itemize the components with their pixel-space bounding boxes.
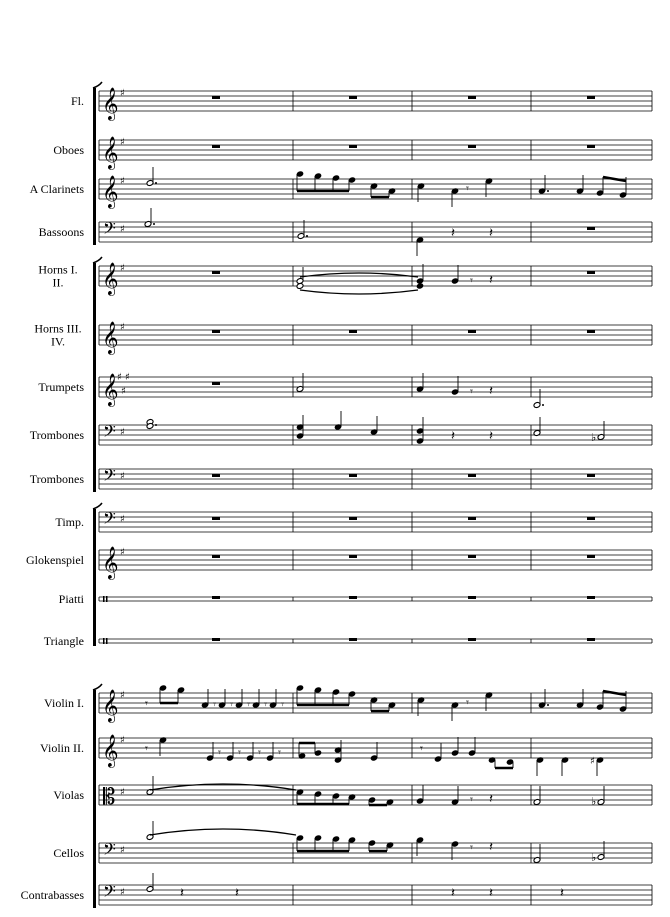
sharp-icon: ♯ bbox=[117, 372, 122, 383]
whole-rest-icon bbox=[212, 382, 220, 385]
sharp-icon: ♯ bbox=[590, 756, 595, 767]
instrument-label bbox=[44, 696, 84, 710]
treble-clef-icon: 𝄞 bbox=[102, 87, 119, 120]
whole-rest-icon bbox=[468, 145, 476, 148]
whole-rest-icon bbox=[212, 555, 220, 558]
eighth-rest-icon: 𝄾 bbox=[247, 698, 250, 711]
whole-rest-icon bbox=[587, 96, 595, 99]
treble-clef-icon: 𝄞 bbox=[102, 734, 119, 767]
eighth-rest-icon: 𝄾 bbox=[238, 746, 241, 759]
whole-rest-icon bbox=[587, 596, 595, 599]
eighth-rest-icon: 𝄾 bbox=[470, 274, 473, 287]
treble-clef-icon: 𝄞 bbox=[102, 373, 119, 406]
instrument-labels bbox=[21, 94, 85, 902]
instrument-label bbox=[39, 225, 85, 239]
sharp-icon: ♯ bbox=[120, 735, 125, 746]
bass-clef-icon: 𝄢 bbox=[103, 508, 116, 532]
whole-rest-icon bbox=[587, 227, 595, 230]
staff-system bbox=[93, 82, 652, 908]
eighth-rest-icon: 𝄾 bbox=[466, 696, 469, 709]
eighth-rest-icon: 𝄾 bbox=[278, 746, 281, 759]
whole-rest-icon bbox=[212, 96, 220, 99]
eighth-rest-icon: 𝄾 bbox=[470, 385, 473, 398]
whole-rest-icon bbox=[212, 271, 220, 274]
staff bbox=[99, 372, 652, 407]
whole-rest-icon bbox=[212, 638, 220, 641]
whole-rest-icon bbox=[587, 145, 595, 148]
whole-rest-icon bbox=[587, 638, 595, 641]
bass-clef-icon: 𝄢 bbox=[103, 881, 116, 905]
dot bbox=[547, 190, 549, 192]
instrument-label-line: Horns III. bbox=[34, 321, 82, 336]
staff bbox=[99, 596, 652, 602]
eighth-rest-icon: 𝄾 bbox=[145, 742, 148, 755]
instrument-label bbox=[40, 741, 84, 755]
eighth-rest-icon: 𝄾 bbox=[258, 746, 261, 759]
notehead bbox=[416, 283, 424, 290]
eighth-rest-icon: 𝄾 bbox=[420, 742, 423, 755]
instrument-label-line: Violin I. bbox=[44, 696, 84, 710]
flat-icon: ♭ bbox=[591, 851, 597, 864]
whole-rest-icon bbox=[349, 596, 357, 599]
flat-icon: ♭ bbox=[591, 431, 597, 444]
instrument-label bbox=[71, 94, 84, 108]
eighth-rest-icon: 𝄾 bbox=[281, 698, 284, 711]
staff bbox=[99, 689, 652, 723]
percussion-clef-icon bbox=[106, 596, 108, 602]
bracket-hook bbox=[93, 257, 102, 263]
notation bbox=[144, 96, 627, 901]
instrument-label-line: Bassoons bbox=[38, 225, 84, 239]
flat-icon: ♭ bbox=[591, 795, 597, 808]
eighth-rest-icon: 𝄾 bbox=[264, 698, 267, 711]
quarter-rest-icon: 𝄽 bbox=[451, 886, 455, 901]
instrument-label-line: Violas bbox=[53, 788, 84, 802]
instrument-label bbox=[59, 592, 85, 606]
instrument-label-line: Fl. bbox=[70, 94, 84, 108]
sharp-icon: ♯ bbox=[120, 224, 125, 235]
quarter-rest-icon: 𝄽 bbox=[451, 429, 455, 444]
quarter-rest-icon: 𝄽 bbox=[489, 886, 493, 901]
slur bbox=[150, 829, 296, 835]
sharp-icon: ♯ bbox=[120, 471, 125, 482]
whole-rest-icon bbox=[468, 330, 476, 333]
instrument-label bbox=[30, 182, 85, 196]
staff bbox=[99, 218, 652, 242]
staff bbox=[99, 175, 652, 209]
whole-rest-icon bbox=[468, 555, 476, 558]
quarter-rest-icon: 𝄽 bbox=[180, 886, 184, 901]
staff bbox=[99, 321, 652, 355]
whole-rest-icon bbox=[468, 596, 476, 599]
slur bbox=[300, 290, 418, 294]
whole-rest-icon bbox=[212, 596, 220, 599]
quarter-rest-icon: 𝄽 bbox=[489, 429, 493, 444]
whole-rest-icon bbox=[212, 474, 220, 477]
bracket-hook bbox=[93, 503, 102, 509]
whole-rest-icon bbox=[587, 474, 595, 477]
sharp-icon: ♯ bbox=[120, 176, 125, 187]
instrument-label-line: Horns I. bbox=[38, 262, 78, 277]
instrument-label bbox=[26, 553, 85, 567]
instrument-label-line: Trumpets bbox=[38, 380, 84, 394]
instrument-label-line: Contrabasses bbox=[20, 888, 84, 902]
staff bbox=[99, 465, 652, 489]
sharp-icon: ♯ bbox=[120, 427, 125, 438]
eighth-rest-icon: 𝄾 bbox=[470, 793, 473, 806]
bass-clef-icon: 𝄢 bbox=[103, 421, 116, 445]
instrument-label-line: Oboes bbox=[53, 143, 84, 157]
sharp-icon: ♯ bbox=[120, 88, 125, 99]
instrument-label bbox=[44, 634, 84, 648]
group-bracket bbox=[93, 88, 96, 245]
staff bbox=[99, 508, 652, 532]
instrument-label bbox=[30, 472, 85, 486]
group-bracket bbox=[93, 690, 96, 908]
whole-rest-icon bbox=[212, 145, 220, 148]
bracket-hook bbox=[93, 82, 102, 88]
bass-clef-icon: 𝄢 bbox=[103, 465, 116, 489]
eighth-rest-icon: 𝄾 bbox=[213, 698, 216, 711]
eighth-rest-icon: 𝄾 bbox=[218, 746, 221, 759]
group-bracket bbox=[93, 509, 96, 646]
quarter-rest-icon: 𝄽 bbox=[560, 886, 564, 901]
quarter-rest-icon: 𝄽 bbox=[489, 384, 493, 399]
whole-rest-icon bbox=[349, 517, 357, 520]
quarter-rest-icon: 𝄽 bbox=[451, 226, 455, 241]
dot bbox=[306, 235, 308, 237]
dot bbox=[155, 182, 157, 184]
whole-rest-icon bbox=[587, 555, 595, 558]
whole-rest-icon bbox=[587, 517, 595, 520]
treble-clef-icon: 𝄞 bbox=[102, 136, 119, 169]
dot bbox=[153, 223, 155, 225]
instrument-label-line: IV. bbox=[50, 334, 66, 349]
whole-rest-icon bbox=[349, 638, 357, 641]
eighth-rest-icon: 𝄾 bbox=[145, 697, 148, 710]
whole-rest-icon bbox=[587, 271, 595, 274]
instrument-label bbox=[38, 380, 84, 394]
percussion-clef-icon bbox=[106, 638, 108, 644]
bass-clef-icon: 𝄢 bbox=[103, 218, 116, 242]
treble-clef-icon: 𝄞 bbox=[102, 546, 119, 579]
instrument-label-line: Violin II. bbox=[40, 741, 84, 755]
sharp-icon: ♯ bbox=[120, 263, 125, 274]
instrument-label-line: Triangle bbox=[43, 634, 84, 648]
instrument-label bbox=[53, 788, 84, 802]
quarter-rest-icon: 𝄽 bbox=[235, 886, 239, 901]
group-bracket bbox=[93, 263, 96, 492]
instrument-label bbox=[53, 846, 84, 860]
whole-rest-icon bbox=[349, 555, 357, 558]
instrument-label-line: Glokenspiel bbox=[26, 553, 84, 567]
percussion-clef-icon bbox=[103, 596, 105, 602]
sharp-icon: ♯ bbox=[120, 887, 125, 898]
instrument-label-line: Trombones bbox=[29, 428, 84, 442]
treble-clef-icon: 𝄞 bbox=[102, 175, 119, 208]
whole-rest-icon bbox=[468, 474, 476, 477]
instrument-label-line: Timp. bbox=[55, 515, 84, 529]
treble-clef-icon: 𝄞 bbox=[102, 321, 119, 354]
treble-clef-icon: 𝄞 bbox=[102, 262, 119, 295]
instrument-label bbox=[34, 322, 81, 349]
instrument-label-line: Piatti bbox=[58, 592, 84, 606]
instrument-label-line: Cellos bbox=[53, 846, 84, 860]
instrument-label bbox=[38, 263, 77, 290]
sharp-icon: ♯ bbox=[120, 322, 125, 333]
sharp-icon: ♯ bbox=[120, 137, 125, 148]
dot bbox=[547, 704, 549, 706]
dot bbox=[542, 404, 544, 406]
whole-rest-icon bbox=[212, 517, 220, 520]
whole-rest-icon bbox=[468, 638, 476, 641]
sharp-icon: ♯ bbox=[120, 514, 125, 525]
whole-rest-icon bbox=[349, 96, 357, 99]
staff bbox=[99, 136, 652, 170]
instrument-label-line: A Clarinets bbox=[29, 182, 84, 196]
staff bbox=[99, 546, 652, 580]
bracket-hook bbox=[93, 684, 102, 690]
treble-clef-icon: 𝄞 bbox=[102, 689, 119, 722]
whole-rest-icon bbox=[468, 517, 476, 520]
staff bbox=[99, 638, 652, 644]
sharp-icon: ♯ bbox=[120, 787, 125, 798]
eighth-rest-icon: 𝄾 bbox=[466, 182, 469, 195]
staff bbox=[99, 262, 652, 296]
quarter-rest-icon: 𝄽 bbox=[489, 840, 493, 855]
whole-rest-icon bbox=[349, 474, 357, 477]
eighth-rest-icon: 𝄾 bbox=[470, 841, 473, 854]
eighth-rest-icon: 𝄾 bbox=[230, 698, 233, 711]
sharp-icon: ♯ bbox=[120, 845, 125, 856]
instrument-label-line: Trombones bbox=[29, 472, 84, 486]
staff bbox=[99, 87, 652, 121]
sharp-icon: ♯ bbox=[120, 690, 125, 701]
bass-clef-icon: 𝄢 bbox=[103, 839, 116, 863]
whole-rest-icon bbox=[349, 330, 357, 333]
quarter-rest-icon: 𝄽 bbox=[489, 273, 493, 288]
instrument-label bbox=[21, 888, 85, 902]
sharp-icon: ♯ bbox=[120, 547, 125, 558]
instrument-label-line: II. bbox=[52, 275, 64, 290]
percussion-clef-icon bbox=[103, 638, 105, 644]
whole-rest-icon bbox=[349, 145, 357, 148]
sharp-icon: ♯ bbox=[125, 372, 130, 383]
whole-rest-icon bbox=[212, 330, 220, 333]
instrument-label bbox=[30, 428, 85, 442]
whole-rest-icon bbox=[468, 96, 476, 99]
sharp-icon: ♯ bbox=[121, 386, 126, 397]
quarter-rest-icon: 𝄽 bbox=[489, 792, 493, 807]
instrument-label bbox=[55, 515, 84, 529]
alto-clef-icon: 𝄡 bbox=[103, 785, 116, 810]
dot bbox=[155, 424, 157, 426]
whole-rest-icon bbox=[587, 330, 595, 333]
notehead bbox=[296, 283, 304, 290]
slur bbox=[300, 273, 418, 277]
instrument-label bbox=[53, 143, 84, 157]
quarter-rest-icon: 𝄽 bbox=[489, 226, 493, 241]
staff bbox=[99, 734, 652, 768]
